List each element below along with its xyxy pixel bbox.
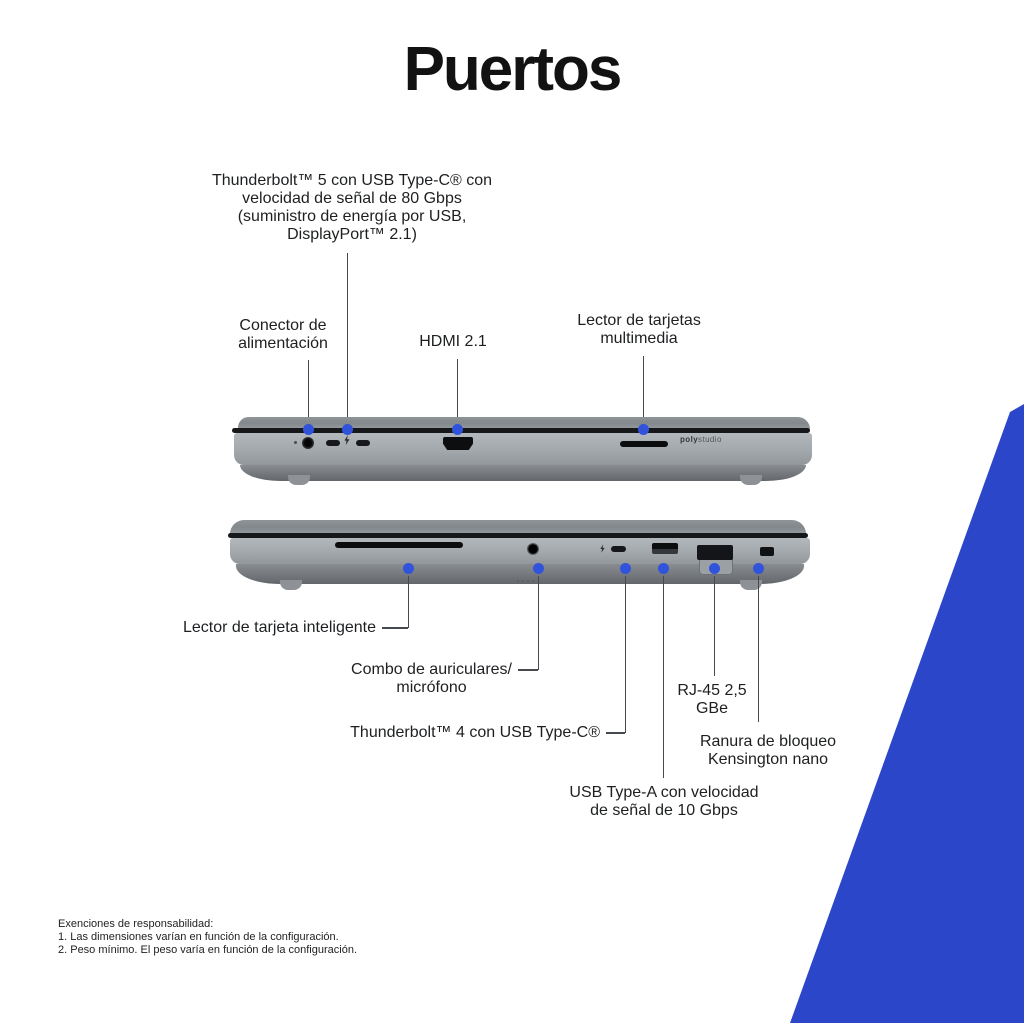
led-indicator xyxy=(294,441,297,444)
label-thunderbolt4: Thunderbolt™ 4 con USB Type-C® xyxy=(350,724,600,741)
label-kensington: Ranura de bloqueo Kensington nano xyxy=(699,733,837,768)
laptop-base xyxy=(234,433,812,465)
port-marker-dot xyxy=(638,424,649,435)
usb-c-port xyxy=(611,546,626,552)
port-marker-dot xyxy=(342,424,353,435)
thunderbolt-icon xyxy=(600,544,605,553)
page-title: Puertos xyxy=(403,35,621,104)
smart-card-slot xyxy=(335,542,463,548)
laptop-right-side-view xyxy=(228,520,810,600)
poly-studio-logo: polystudio xyxy=(680,435,722,444)
port-marker-dot xyxy=(658,563,669,574)
leader-line xyxy=(714,576,716,676)
kensington-lock-slot xyxy=(760,547,774,556)
leader-line xyxy=(758,576,760,722)
label-smart-card-reader: Lector de tarjeta inteligente xyxy=(182,619,376,636)
rubber-foot xyxy=(288,475,310,485)
mic-holes xyxy=(517,580,534,582)
leader-line xyxy=(625,576,627,733)
sd-card-slot xyxy=(620,441,668,447)
port-marker-dot xyxy=(620,563,631,574)
disclaimer-text: Exenciones de responsabilidad: 1. Las dimensiones varían en función de la configuración. 2. Peso mínimo. El peso varía en función de la configuración. xyxy=(58,918,358,956)
label-headset-combo: Combo de auriculares/ micrófono xyxy=(351,661,512,696)
label-rj45: RJ-45 2,5 GBe xyxy=(677,682,747,717)
label-usb-a: USB Type-A con velocidad de señal de 10 Gbps xyxy=(569,784,759,819)
rubber-foot xyxy=(740,475,762,485)
leader-line xyxy=(538,576,540,670)
port-marker-dot xyxy=(709,563,720,574)
laptop-left-side-view xyxy=(232,417,812,489)
usb-a-port xyxy=(652,543,678,554)
label-thunderbolt5: Thunderbolt™ 5 con USB Type-C® con velocidad de señal de 80 Gbps (suministro de energía por USB, DisplayPort™ 2.1) xyxy=(211,172,493,243)
port-marker-dot xyxy=(452,424,463,435)
leader-line xyxy=(347,253,349,424)
rubber-foot xyxy=(280,580,302,590)
usb-c-port xyxy=(326,440,340,446)
headphone-jack-port xyxy=(528,544,538,554)
port-marker-dot xyxy=(303,424,314,435)
leader-line xyxy=(518,669,538,671)
leader-line xyxy=(308,360,310,424)
leader-line xyxy=(643,356,645,424)
leader-line xyxy=(382,627,408,629)
leader-line xyxy=(606,732,625,734)
label-hdmi: HDMI 2.1 xyxy=(419,333,487,350)
leader-line xyxy=(457,359,459,424)
port-marker-dot xyxy=(533,563,544,574)
power-connector-port xyxy=(302,437,314,449)
laptop-bottom xyxy=(240,465,806,481)
thunderbolt-icon xyxy=(344,435,350,445)
rj45-port xyxy=(697,545,733,560)
label-power-connector: Conector de alimentación xyxy=(238,317,328,352)
leader-line xyxy=(663,576,665,778)
blue-accent-wedge xyxy=(780,404,1024,1023)
port-marker-dot xyxy=(403,563,414,574)
hdmi-port xyxy=(443,437,473,450)
usb-c-port xyxy=(356,440,370,446)
label-card-reader: Lector de tarjetas multimedia xyxy=(577,312,701,347)
leader-line xyxy=(408,576,410,628)
port-marker-dot xyxy=(753,563,764,574)
